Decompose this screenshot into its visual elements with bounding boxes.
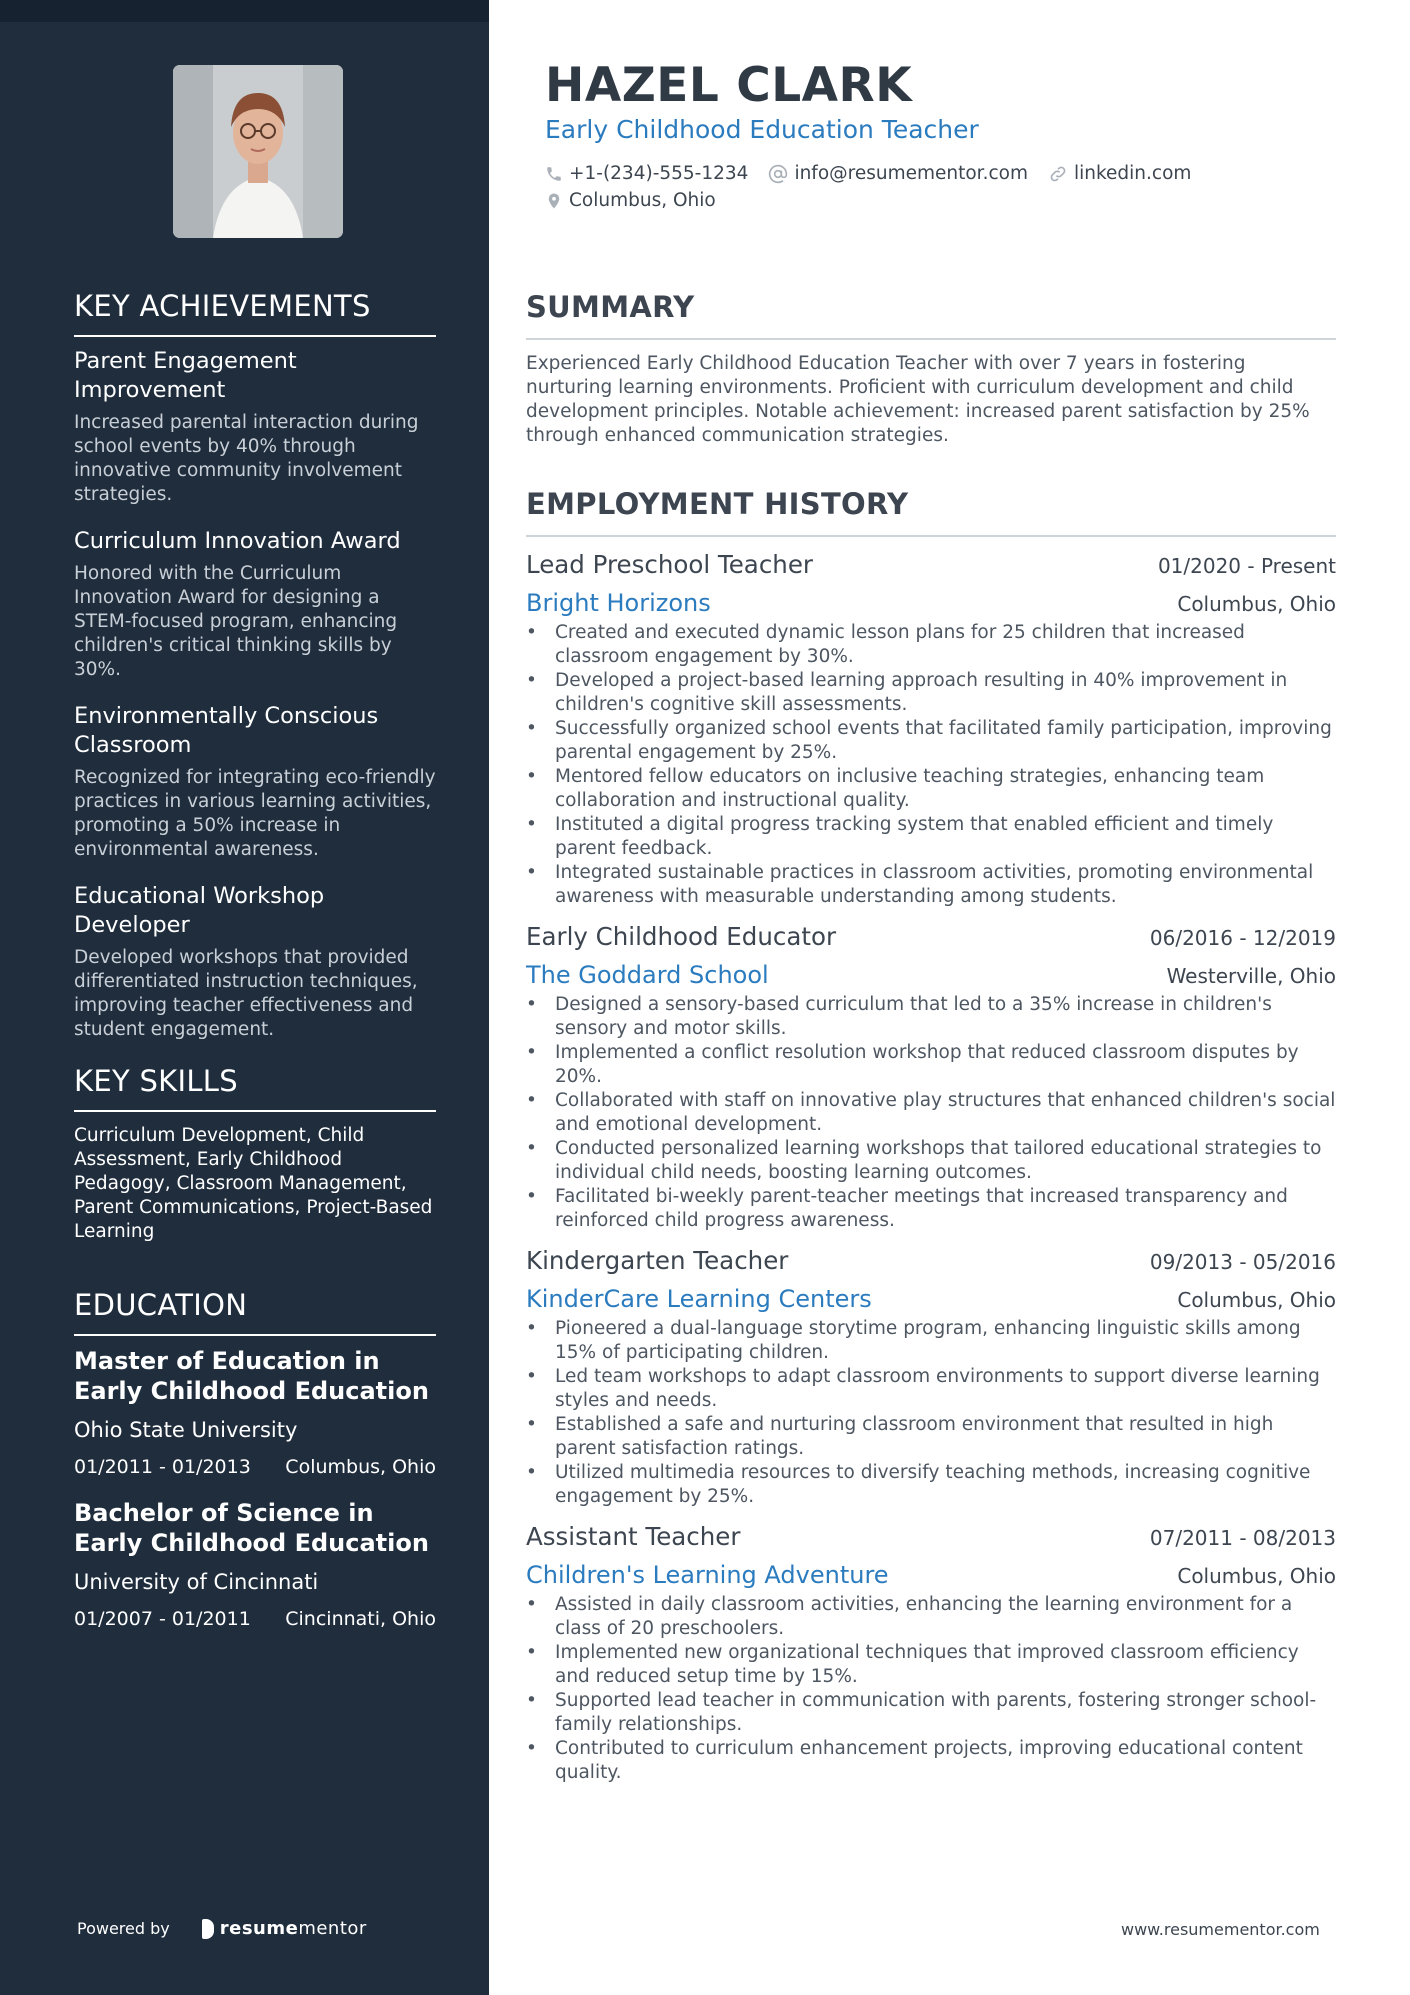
skills-heading: KEY SKILLS — [74, 1064, 436, 1112]
location-text: Columbus, Ohio — [569, 190, 716, 211]
achievement-item — [74, 702, 436, 862]
job-header-row — [526, 1245, 1336, 1277]
contact-phone[interactable] — [545, 163, 748, 184]
achievement-title: Parent Engagement Improvement — [74, 348, 297, 403]
achievement-title: Environmentally Conscious Classroom — [74, 703, 379, 758]
job-header-row — [526, 1521, 1336, 1553]
job-company-row — [526, 953, 1336, 991]
education-degree: Master of Education in Early Childhood Education — [74, 1347, 429, 1405]
contact-email[interactable] — [768, 163, 1028, 184]
candidate-role: Early Childhood Education Teacher — [545, 115, 979, 144]
education-meta — [74, 1454, 436, 1480]
job-header-row — [526, 549, 1336, 581]
job-dates: 01/2020 - Present — [1157, 554, 1336, 578]
job-bullet: • Implemented a conflict resolution workshop that reduced classroom disputes by 20%. — [526, 1041, 1336, 1089]
employment-section — [526, 487, 1336, 1785]
job-company: Children's Learning Adventure — [526, 1561, 889, 1589]
job-company: The Goddard School — [526, 961, 769, 989]
resumementor-logo-icon — [202, 1919, 214, 1939]
powered-by-label: Powered by — [77, 1919, 170, 1938]
achievement-description: Recognized for integrating eco-friendly practices in various learning activities, promoting a 50% increase in environmental awareness. — [74, 767, 436, 860]
job-bullet: • Collaborated with staff on innovative play structures that enhanced children's social and emotional development. — [526, 1089, 1336, 1137]
job-bullet: • Conducted personalized learning workshops that tailored educational strategies to individual child needs, boosting learning outcomes. — [526, 1137, 1336, 1185]
job-dates: 07/2011 - 08/2013 — [1149, 1526, 1336, 1550]
job-bullets — [526, 993, 1336, 1233]
job-dates: 06/2016 - 12/2019 — [1149, 926, 1336, 950]
contact-row — [545, 190, 736, 211]
job-header-row — [526, 921, 1336, 953]
job-bullet: • Integrated sustainable practices in classroom activities, promoting environmental awareness with measurable understanding among students. — [526, 861, 1336, 909]
job-bullet: • Assisted in daily classroom activities, enhancing the learning environment for a class of 20 preschoolers. — [526, 1593, 1336, 1641]
job-bullet: • Facilitated bi-weekly parent-teacher meetings that increased transparency and reinforced child progress awareness. — [526, 1185, 1336, 1233]
footer-url[interactable]: www.resumementor.com — [1121, 1920, 1320, 1939]
job-company-row — [526, 581, 1336, 619]
job-title: Assistant Teacher — [526, 1522, 741, 1551]
job-bullet: • Mentored fellow educators on inclusive teaching strategies, enhancing team collaboration and instructional quality. — [526, 765, 1336, 813]
sidebar — [0, 0, 489, 1995]
job-company-row — [526, 1553, 1336, 1591]
achievement-description: Honored with the Curriculum Innovation Award for designing a STEM-focused program, enhancing children's critical thinking skills by 30%. — [74, 563, 398, 680]
achievement-item — [74, 882, 436, 1042]
job-company: KinderCare Learning Centers — [526, 1285, 872, 1313]
job-title: Early Childhood Educator — [526, 922, 837, 951]
powered-by — [77, 1918, 367, 1939]
job-bullet: • Led team workshops to adapt classroom environments to support diverse learning styles and needs. — [526, 1365, 1336, 1413]
contact-linkedin[interactable] — [1048, 163, 1191, 184]
summary-text: Experienced Early Childhood Education Teacher with over 7 years in fostering nurturing learning environments. Proficient with curriculum development and child development principles. Notable achievement: increased parent satisfaction by 25% through enhanced communication strategies. — [526, 353, 1310, 446]
email-text: info@resumementor.com — [794, 163, 1028, 184]
education-dates: 01/2007 - 01/2011 — [74, 1608, 251, 1630]
education-heading: EDUCATION — [74, 1288, 436, 1336]
education-dates: 01/2011 - 01/2013 — [74, 1456, 251, 1478]
employment-heading: EMPLOYMENT HISTORY — [526, 487, 1336, 537]
phone-text: +1-(234)-555-1234 — [569, 163, 749, 184]
job-entry — [526, 1521, 1336, 1785]
job-bullet: • Contributed to curriculum enhancement projects, improving educational content quality. — [526, 1737, 1336, 1785]
link-icon — [1048, 164, 1068, 184]
education-item — [74, 1498, 436, 1632]
profile-photo-illustration — [173, 65, 343, 238]
contact-row — [545, 163, 1211, 184]
job-bullet: • Instituted a digital progress tracking system that enabled efficient and timely parent feedback. — [526, 813, 1336, 861]
job-bullet: • Established a safe and nurturing classroom environment that resulted in high parent satisfaction ratings. — [526, 1413, 1336, 1461]
job-bullet: • Created and executed dynamic lesson plans for 25 children that increased classroom engagement by 30%. — [526, 621, 1336, 669]
job-entry — [526, 549, 1336, 909]
summary-section — [526, 290, 1336, 467]
summary-heading: SUMMARY — [526, 290, 1336, 340]
job-company-row — [526, 1277, 1336, 1315]
achievement-title: Educational Workshop Developer — [74, 883, 325, 938]
achievement-description: Developed workshops that provided differentiated instruction techniques, improving teacher effectiveness and student engagement. — [74, 947, 418, 1040]
job-bullets — [526, 1593, 1336, 1785]
job-bullet: • Designed a sensory-based curriculum that led to a 35% increase in children's sensory and motor skills. — [526, 993, 1336, 1041]
job-company: Bright Horizons — [526, 589, 711, 617]
job-location: Columbus, Ohio — [1177, 592, 1336, 616]
brand-light: mentor — [298, 1918, 367, 1939]
achievement-item — [74, 527, 436, 682]
job-bullets — [526, 621, 1336, 909]
job-bullet: • Supported lead teacher in communication with parents, fostering stronger school-family relationships. — [526, 1689, 1336, 1737]
job-bullet: • Utilized multimedia resources to diversify teaching methods, increasing cognitive engagement by 25%. — [526, 1461, 1336, 1509]
sidebar-content — [74, 289, 436, 1650]
education-school: University of Cincinnati — [74, 1570, 319, 1594]
phone-icon — [545, 165, 563, 183]
job-title: Lead Preschool Teacher — [526, 550, 813, 579]
resumementor-logo[interactable] — [202, 1918, 367, 1939]
linkedin-text: linkedin.com — [1073, 163, 1192, 184]
job-location: Columbus, Ohio — [1177, 1564, 1336, 1588]
education-location: Cincinnati, Ohio — [285, 1608, 436, 1630]
achievement-description: Increased parental interaction during school events by 40% through innovative community involvement strategies. — [74, 412, 419, 505]
job-dates: 09/2013 - 05/2016 — [1149, 1250, 1336, 1274]
achievements-list — [74, 347, 436, 1042]
brand-bold: resume — [219, 1918, 299, 1939]
job-location: Westerville, Ohio — [1166, 964, 1336, 988]
location-pin-icon — [545, 191, 563, 211]
job-bullet: • Developed a project-based learning approach resulting in 40% improvement in children's cognitive skill assessments. — [526, 669, 1336, 717]
education-meta — [74, 1606, 436, 1632]
job-entry — [526, 921, 1336, 1233]
job-entry — [526, 1245, 1336, 1509]
sidebar-top-bar — [0, 0, 489, 22]
job-bullet: • Successfully organized school events that facilitated family participation, improving parental engagement by 25%. — [526, 717, 1336, 765]
at-icon — [768, 164, 788, 184]
education-degree: Bachelor of Science in Early Childhood Education — [74, 1499, 429, 1557]
achievements-heading: KEY ACHIEVEMENTS — [74, 289, 436, 337]
education-school: Ohio State University — [74, 1418, 298, 1442]
profile-photo — [173, 65, 343, 238]
education-location: Columbus, Ohio — [285, 1456, 436, 1478]
skills-list: Curriculum Development, Child Assessment, Early Childhood Pedagogy, Classroom Management, Parent Communications, Project-Based Learning — [74, 1125, 433, 1242]
contact-location — [545, 190, 716, 211]
job-bullet: • Implemented new organizational techniques that improved classroom efficiency and reduced setup time by 15%. — [526, 1641, 1336, 1689]
job-bullets — [526, 1317, 1336, 1509]
achievement-title: Curriculum Innovation Award — [74, 528, 401, 554]
candidate-name: HAZEL CLARK — [545, 58, 913, 113]
job-bullet: • Pioneered a dual-language storytime program, enhancing linguistic skills among 15% of participating children. — [526, 1317, 1336, 1365]
achievement-item — [74, 347, 436, 507]
education-item — [74, 1346, 436, 1480]
job-location: Columbus, Ohio — [1177, 1288, 1336, 1312]
job-title: Kindergarten Teacher — [526, 1246, 789, 1275]
